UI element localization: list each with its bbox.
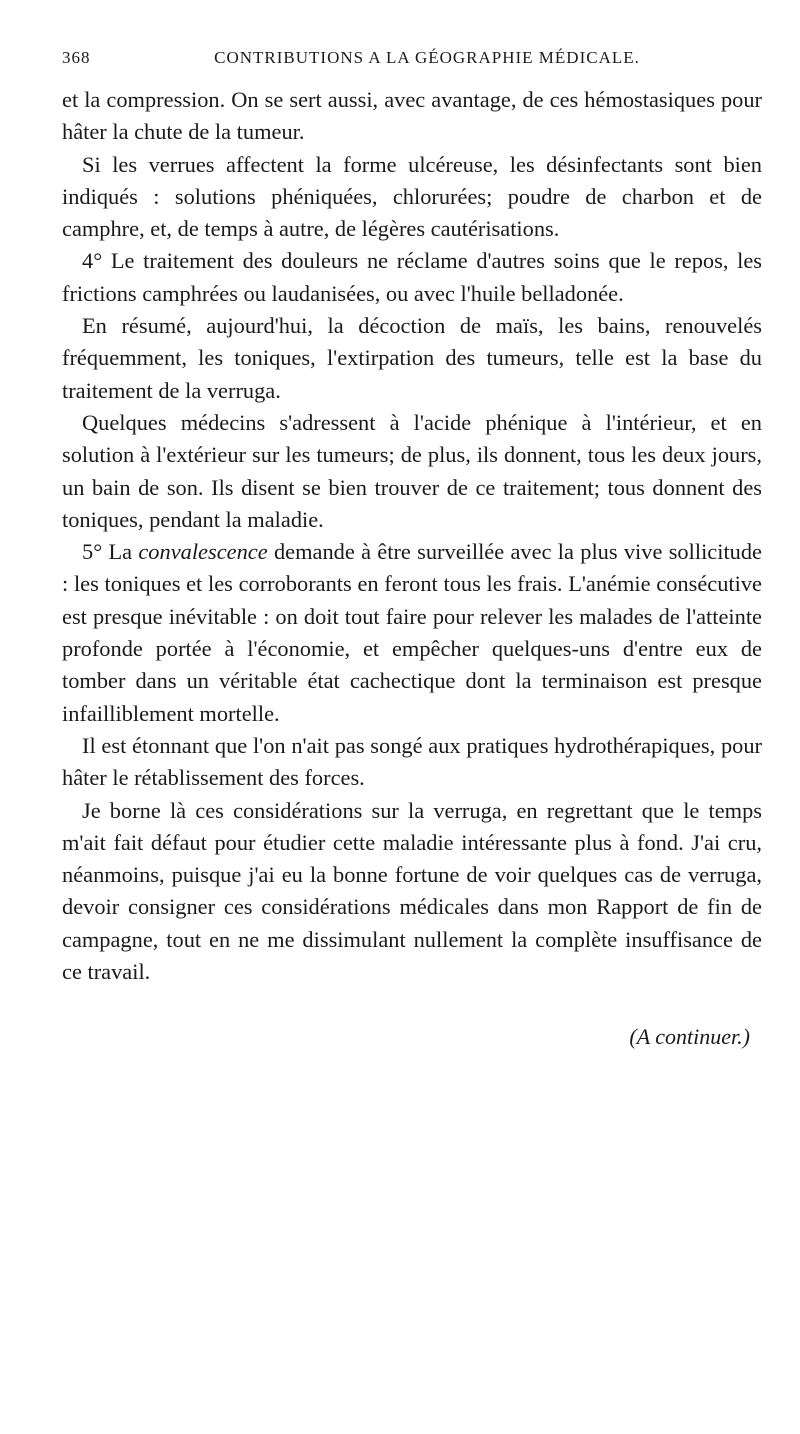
paragraph-hydrotherapy bbox=[62, 730, 762, 795]
body-text bbox=[62, 84, 762, 988]
paragraph-phenic-acid bbox=[62, 407, 762, 536]
paragraph-text: et la compression. On se sert aussi, avec avantage, de ces hémostasiques pour hâter la chute de la tumeur. bbox=[62, 87, 762, 145]
paragraph-emphasis: convalescence bbox=[138, 539, 268, 565]
paragraph-ulcerative-warts bbox=[62, 149, 762, 246]
paragraph-text: demande à être surveillée avec la plus vive sollicitude : les toniques et les corroborants en feront tous les frais. L'anémie consécutive est presque inévitable : on doit tout faire pour relever les malades de l'atteinte profonde portée à l'économie, et empêcher quelques-uns d'entre eux de tomber dans un véritable état cachectique dont la terminaison est presque infailliblement mortelle. bbox=[62, 539, 762, 726]
paragraph-summary bbox=[62, 310, 762, 407]
paragraph-continuation bbox=[62, 84, 762, 149]
paragraph-text: Si les verrues affectent la forme ulcéreuse, les désinfectants sont bien indiqués : solutions phéniquées, chlorurées; poudre de charbon et de camphre, et, de temps à autre, de légères cautérisations. bbox=[62, 151, 762, 242]
paragraph-pain-treatment bbox=[62, 245, 762, 310]
paragraph-convalescence bbox=[62, 536, 762, 730]
paragraph-conclusion bbox=[62, 795, 762, 989]
running-title: CONTRIBUTIONS A LA GÉOGRAPHIE MÉDICALE. bbox=[214, 48, 640, 67]
paragraph-text: Quelques médecins s'adressent à l'acide phénique à l'intérieur, et en solution à l'extérieur sur les tumeurs; de plus, ils donnent, tous les deux jours, un bain de son. Ils disent se bien trouver de ce traitement; tous donnent des toniques, pendant la maladie. bbox=[62, 409, 762, 532]
page bbox=[62, 48, 762, 1050]
paragraph-text: En résumé, aujourd'hui, la décoction de maïs, les bains, renouvelés fréquemment, les toniques, l'extirpation des tumeurs, telle est la base du traitement de la verruga. bbox=[62, 313, 762, 403]
page-number: 368 bbox=[62, 48, 91, 67]
paragraph-text: Il est étonnant que l'on n'ait pas songé aux pratiques hydrothérapiques, pour hâter le rétablissement des forces. bbox=[62, 732, 762, 791]
paragraph-text: Je borne là ces considérations sur la verruga, en regrettant que le temps m'ait fait défaut pour étudier cette maladie intéressante plus à fond. J'ai cru, néanmoins, puisque j'ai eu la bonne fortune de voir quelques cas de verruga, devoir consigner ces considérations médicales dans mon Rapport de fin de campagne, tout en ne me dissimulant nullement la complète insuffisance de ce travail. bbox=[62, 797, 762, 985]
to-be-continued: (A continuer.) bbox=[629, 1024, 750, 1050]
paragraph-text: 5° La bbox=[82, 539, 139, 565]
running-head bbox=[62, 48, 762, 84]
paragraph-text: 4° Le traitement des douleurs ne réclame d'autres soins que le repos, les frictions camphrées ou laudanisées, ou avec l'huile belladonée. bbox=[62, 248, 762, 306]
